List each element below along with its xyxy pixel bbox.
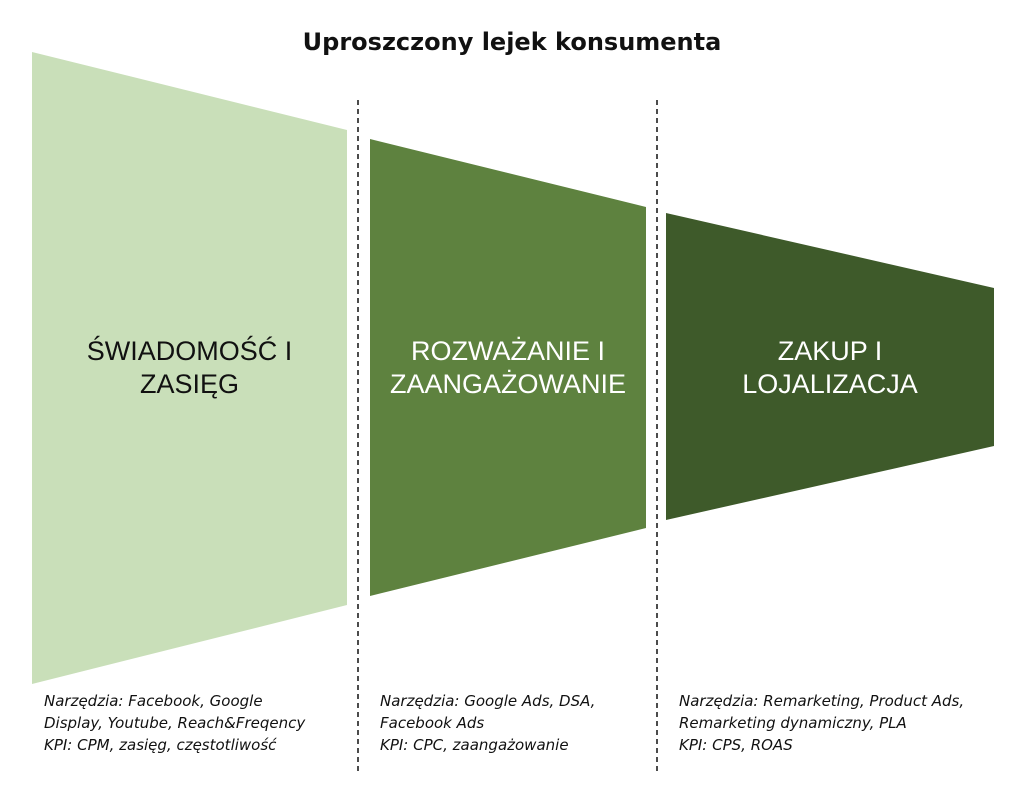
stage-awareness-label: [32, 335, 347, 401]
stage-consideration-notes: [380, 690, 595, 756]
stage-purchase-notes: [679, 690, 964, 756]
stage-awareness-notes: [44, 690, 305, 756]
stage-awareness-label-line-1: ŚWIADOMOŚĆ I: [86, 336, 293, 366]
stage-purchase-kpi: KPI: CPS, ROAS: [679, 736, 793, 754]
stage-purchase-tools-line-1: Narzędzia: Remarketing, Product Ads,: [679, 692, 965, 710]
stage-consideration-tools-line-1: Narzędzia: Google Ads, DSA,: [380, 692, 596, 710]
stage-awareness-label-line-2: ZASIĘG: [139, 369, 240, 399]
stage-purchase-tools-line-2: Remarketing dynamiczny, PLA: [679, 714, 907, 732]
stage-awareness-tools-line-2: Display, Youtube, Reach&Freqency: [44, 714, 306, 732]
stage-consideration-kpi: KPI: CPC, zaangażowanie: [380, 736, 569, 754]
stage-purchase-label-line-2: LOJALIZACJA: [742, 369, 918, 399]
diagram-title: Uproszczony lejek konsumenta: [302, 28, 722, 56]
stage-purchase-label: [666, 335, 994, 401]
stage-consideration-label-line-1: ROZWAŻANIE I: [411, 336, 605, 366]
stage-awareness-tools-line-1: Narzędzia: Facebook, Google: [44, 692, 263, 710]
stage-consideration-label: [370, 335, 646, 401]
stage-consideration-tools-line-2: Facebook Ads: [380, 714, 485, 732]
stage-purchase-label-line-1: ZAKUP I: [777, 336, 883, 366]
stage-consideration-label-line-2: ZAANGAŻOWANIE: [389, 369, 626, 399]
stage-awareness-kpi: KPI: CPM, zasięg, częstotliwość: [44, 736, 277, 754]
